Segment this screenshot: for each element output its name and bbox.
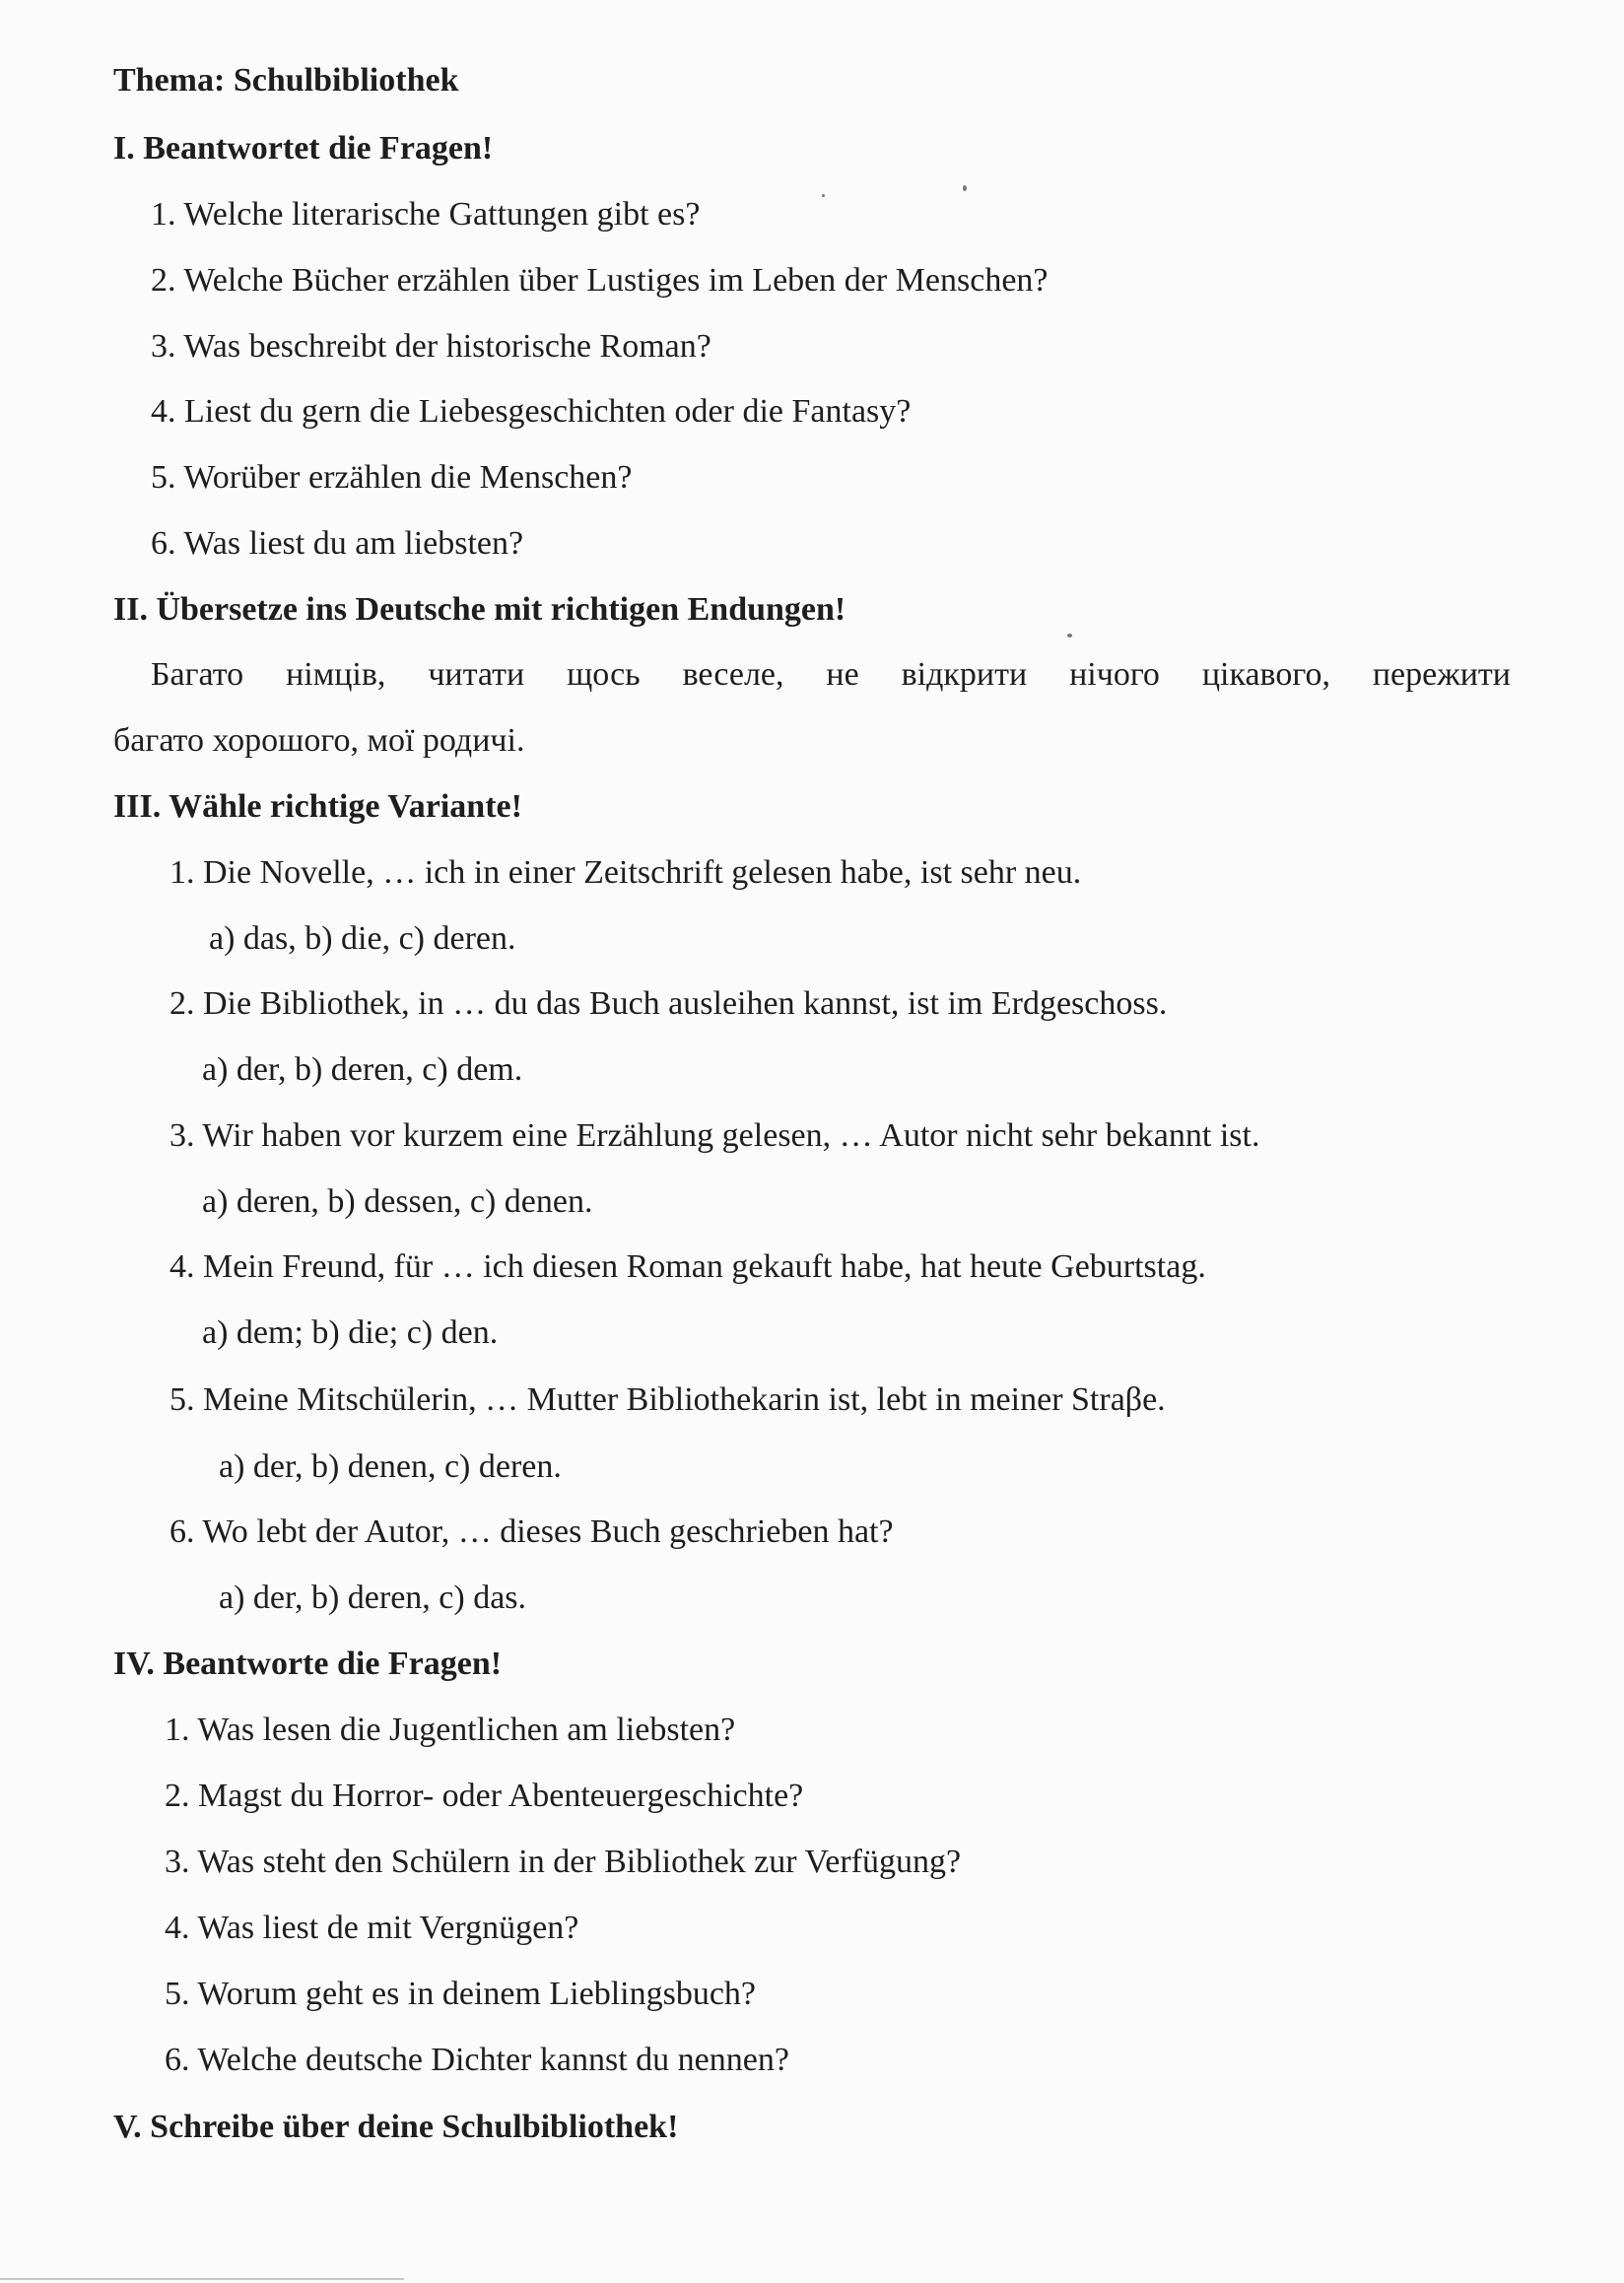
section-3-options-5: a) der, b) denen, c) deren. [219, 1448, 562, 1485]
section-4-question-2: 2. Magst du Horror- oder Abenteuergeschichte? [165, 1778, 804, 1814]
section-3-options-4: a) dem; b) die; c) den. [202, 1314, 499, 1351]
section-3-options-3: a) deren, b) dessen, c) denen. [202, 1183, 593, 1220]
section-1-question-6: 6. Was liest du am liebsten? [151, 525, 524, 562]
section-1-question-2: 2. Welche Bücher erzählen über Lustiges im Leben der Menschen? [151, 262, 1049, 299]
translation-word: нічого [1069, 656, 1160, 693]
translation-word: німців, [286, 656, 386, 693]
section-4-question-3: 3. Was steht den Schülern in der Bibliothek zur Verfügung? [165, 1844, 962, 1880]
scan-speck [963, 185, 967, 191]
translation-word: відкрити [901, 656, 1028, 693]
page-title: Thema: Schulbibliothek [113, 62, 459, 99]
section-3-options-2: a) der, b) deren, c) dem. [202, 1051, 523, 1088]
translation-word: веселе, [682, 656, 784, 693]
translation-word: читати [428, 656, 525, 693]
section-2-heading: II. Übersetze ins Deutsche mit richtigen Endungen! [113, 591, 846, 628]
section-3-question-6: 6. Wo lebt der Autor, … dieses Buch geschrieben hat? [169, 1513, 894, 1550]
section-4-question-1: 1. Was lesen die Jugentlichen am liebsten? [165, 1712, 736, 1748]
scan-speck [822, 194, 825, 197]
section-3-options-1: a) das, b) die, c) deren. [209, 920, 516, 957]
section-1-question-4: 4. Liest du gern die Liebesgeschichten oder die Fantasy? [151, 393, 912, 430]
scan-speck [1067, 634, 1072, 638]
section-3-question-1: 1. Die Novelle, … ich in einer Zeitschrift gelesen habe, ist sehr neu. [169, 854, 1082, 891]
translation-word: цікавого, [1201, 656, 1330, 693]
section-3-question-2: 2. Die Bibliothek, in … du das Buch ausleihen kannst, ist im Erdgeschoss. [169, 985, 1168, 1022]
section-3-question-5: 5. Meine Mitschülerin, … Mutter Bibliothekarin ist, lebt in meiner Straβe. [169, 1381, 1166, 1418]
section-1-question-5: 5. Worüber erzählen die Menschen? [151, 459, 633, 496]
section-4-question-4: 4. Was liest de mit Vergnügen? [165, 1910, 579, 1946]
section-4-question-6: 6. Welche deutsche Dichter kannst du nennen? [165, 2042, 789, 2078]
section-1-question-3: 3. Was beschreibt der historische Roman? [151, 328, 711, 365]
section-4-question-5: 5. Worum geht es in deinem Lieblingsbuch? [165, 1976, 757, 2012]
translation-word: Багато [151, 656, 244, 693]
scan-edge-line [0, 2278, 404, 2280]
section-3-question-4: 4. Mein Freund, für … ich diesen Roman gekauft habe, hat heute Geburtstag. [169, 1248, 1206, 1285]
section-4-heading: IV. Beantworte die Fragen! [113, 1645, 503, 1682]
translation-word: щось [567, 656, 641, 693]
section-1-heading: I. Beantwortet die Fragen! [113, 130, 494, 167]
translation-word: не [826, 656, 859, 693]
translation-word: пережити [1372, 656, 1511, 693]
section-5-heading: V. Schreibe über deine Schulbibliothek! [113, 2109, 679, 2145]
section-1-question-1: 1. Welche literarische Gattungen gibt es? [151, 196, 701, 233]
section-3-options-6: a) der, b) deren, c) das. [219, 1579, 527, 1616]
translation-line-1 [151, 655, 1511, 695]
translation-line-2: багато хорошого, мої родичі. [113, 722, 525, 759]
section-3-heading: III. Wähle richtige Variante! [113, 788, 522, 825]
section-3-question-3: 3. Wir haben vor kurzem eine Erzählung gelesen, … Autor nicht sehr bekannt ist. [169, 1117, 1260, 1154]
